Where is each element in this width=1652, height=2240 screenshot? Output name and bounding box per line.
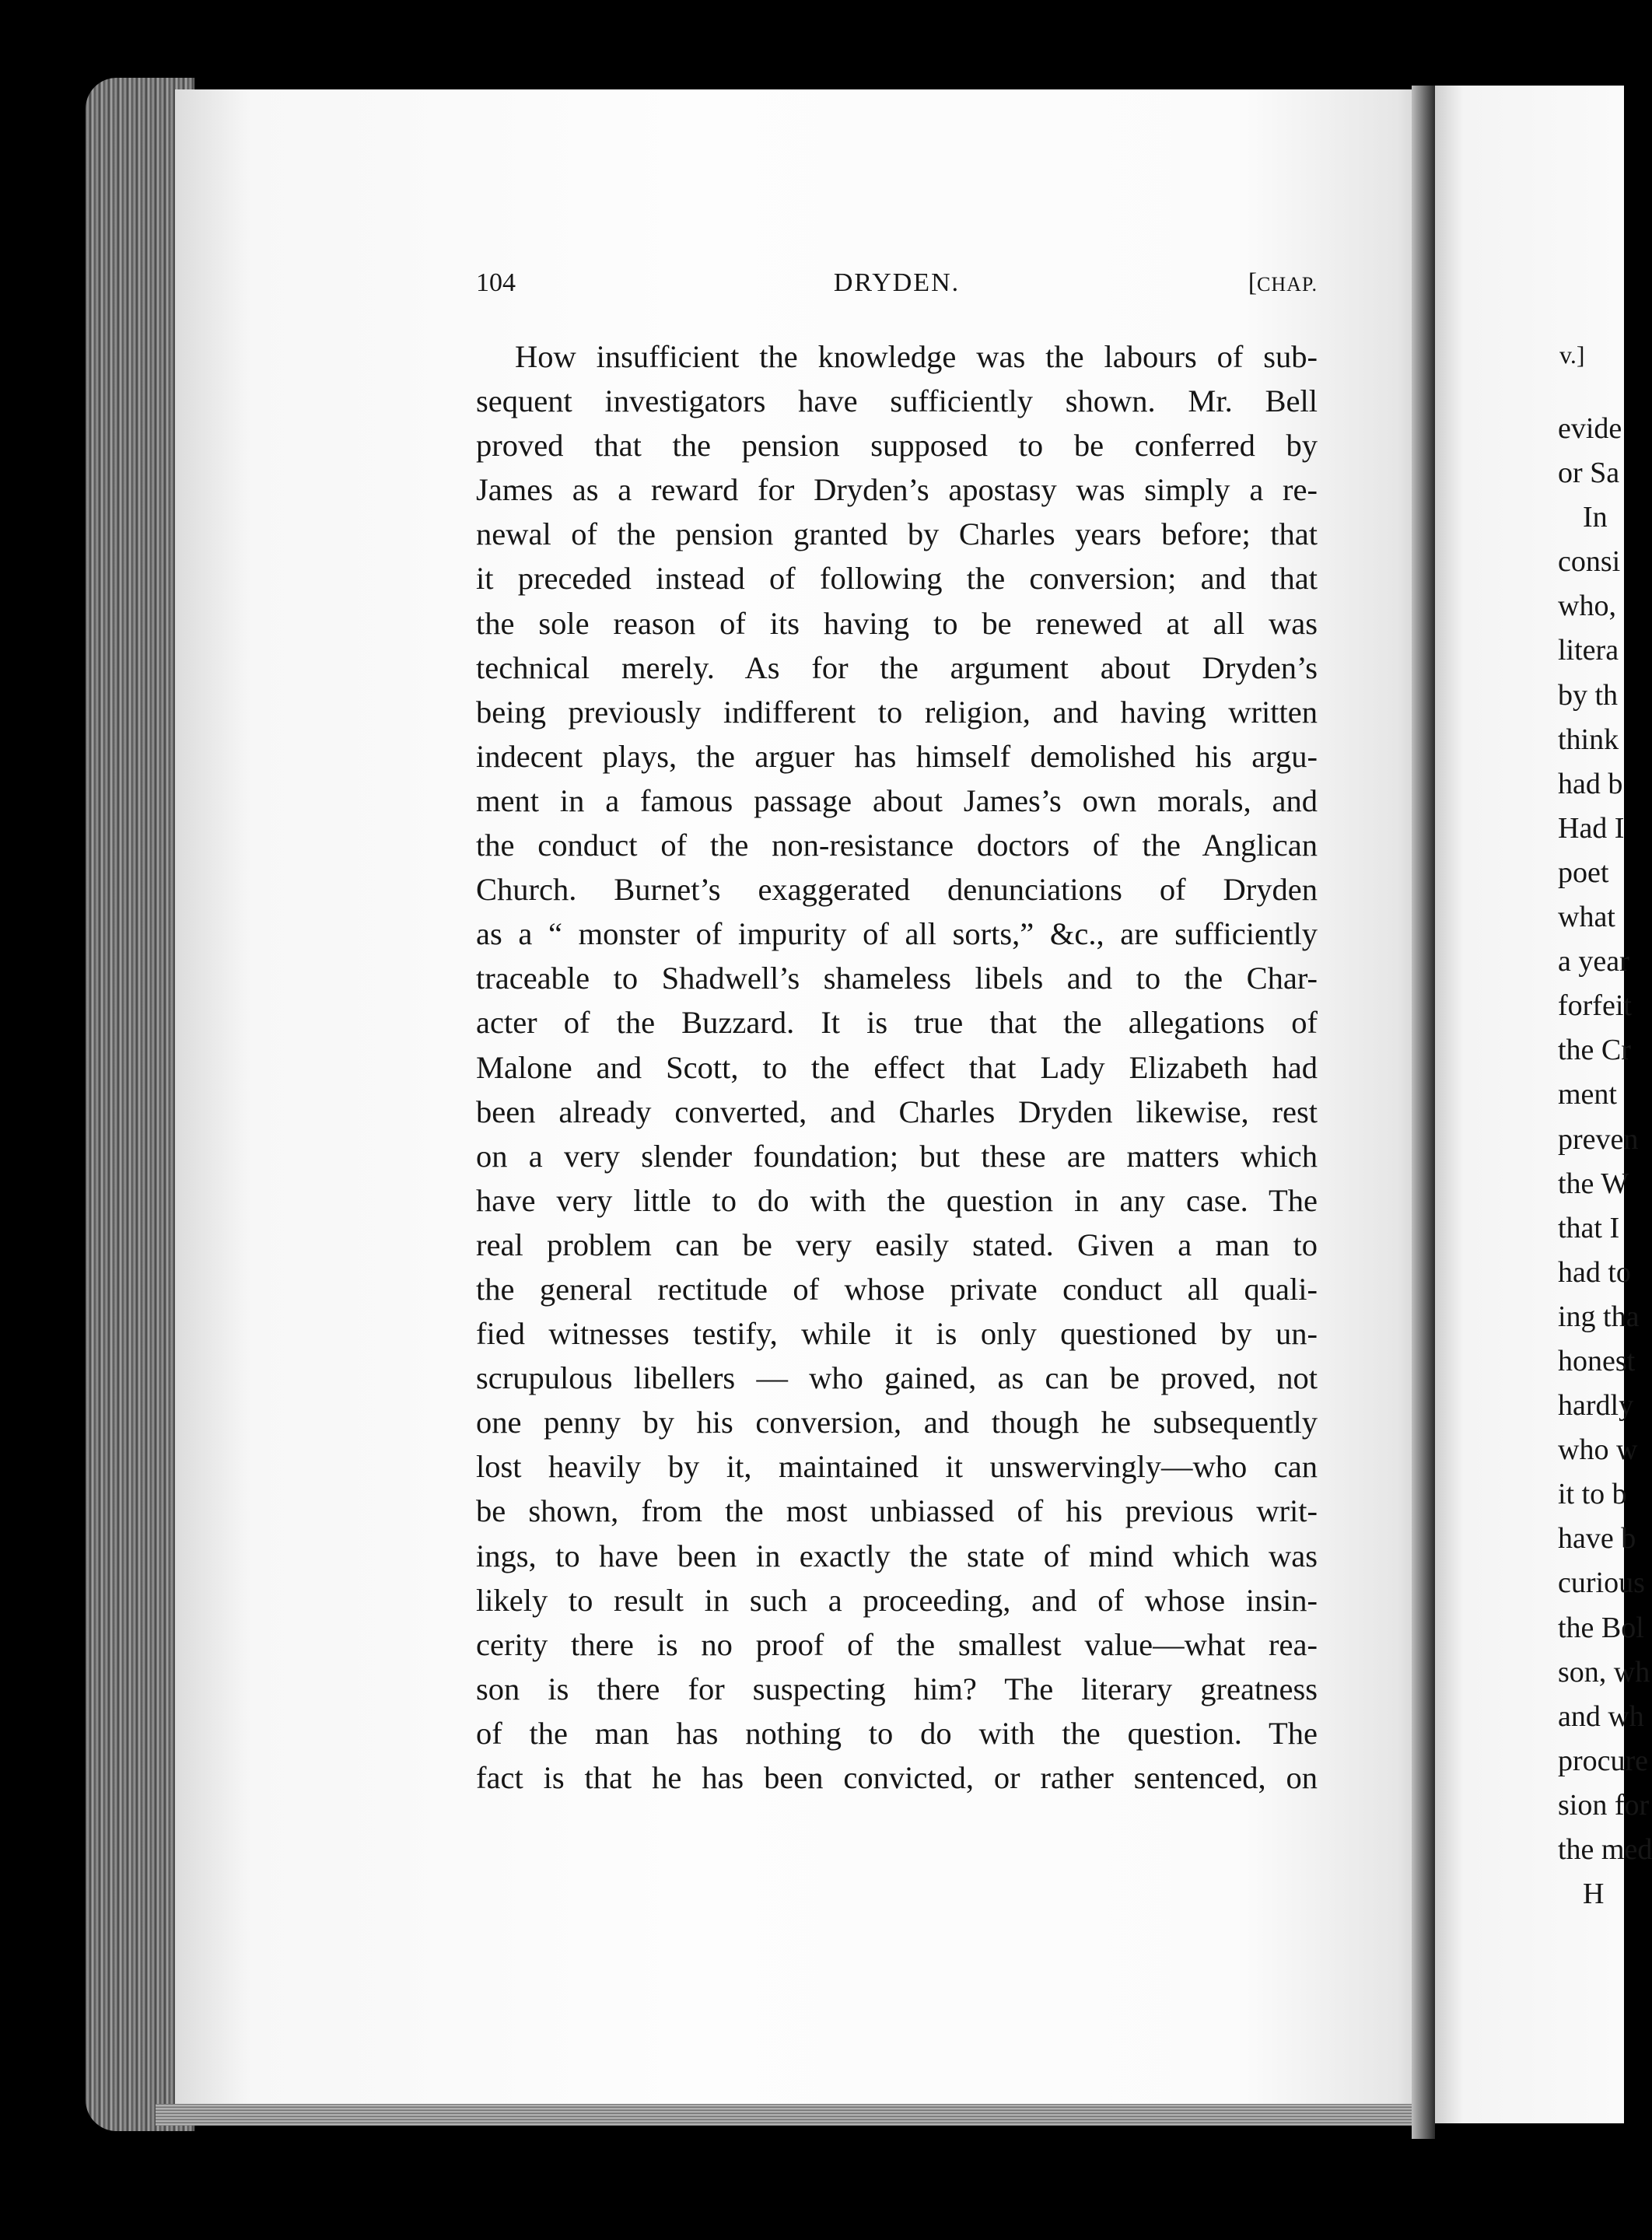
text-line: forfeit <box>1558 989 1632 1023</box>
text-line: who, <box>1558 590 1616 623</box>
text-line: son is there for suspecting him? The literary greatness <box>476 1671 1318 1706</box>
text-line: it preceded instead of following the conversion; and that <box>476 561 1318 597</box>
text-line: cerity there is no proof of the smallest value—what rea- <box>476 1626 1318 1662</box>
text-line: or Sa <box>1558 457 1620 490</box>
text-line: had to <box>1558 1255 1631 1289</box>
text-line: traceable to Shadwell’s shameless libels and to the Char- <box>476 961 1318 996</box>
text-line: the conduct of the non-resistance doctors of the Anglican <box>476 828 1318 863</box>
text-line: How insufficient the knowledge was the labours of sub- <box>515 339 1318 374</box>
text-line: real problem can be very easily stated. Given a man to <box>476 1227 1318 1262</box>
book-gutter <box>1412 86 1435 2139</box>
text-line: who w <box>1558 1433 1638 1467</box>
text-line: by th <box>1558 678 1619 712</box>
text-line: newal of the pension granted by Charles years before; that <box>476 516 1318 552</box>
text-line: scrupulous libellers — who gained, as can be proved, not <box>476 1360 1318 1396</box>
text-line: what <box>1558 901 1615 934</box>
text-line: James as a reward for Dryden’s apostasy was simply a re- <box>476 472 1318 508</box>
text-line: honest <box>1558 1344 1636 1377</box>
text-line: curious <box>1558 1566 1645 1600</box>
text-line: think <box>1558 723 1619 756</box>
text-line: the med <box>1558 1833 1652 1866</box>
text-line: acter of the Buzzard. It is true that the allegations of <box>476 1005 1318 1041</box>
text-line: poet <box>1558 856 1609 889</box>
right-chapter-mark: v.] <box>1559 341 1585 369</box>
text-line: hardly <box>1558 1389 1634 1423</box>
text-line: one penny by his conversion, and though he subsequently <box>476 1405 1318 1440</box>
page-bottom-edge <box>156 2104 1431 2126</box>
text-line: ment in a famous passage about James’s own morals, and <box>476 782 1318 818</box>
text-line: procure <box>1558 1744 1649 1777</box>
text-line: likely to result in such a proceeding, and of whose insin- <box>476 1582 1318 1618</box>
page-number: 104 <box>476 268 516 297</box>
text-line: that I <box>1558 1211 1620 1244</box>
chapter-mark <box>1248 268 1318 298</box>
text-line: ing tha <box>1558 1300 1640 1333</box>
text-line: evide <box>1558 412 1622 445</box>
right-page-text <box>1558 407 1652 1916</box>
text-line: the Cr <box>1558 1034 1631 1067</box>
text-line: the sole reason of its having to be renewed at all was <box>476 605 1318 641</box>
text-line: Had I <box>1558 811 1625 845</box>
text-line: have very little to do with the question in any case. The <box>476 1182 1318 1218</box>
text-line: be shown, from the most unbiassed of his previous writ- <box>476 1493 1318 1529</box>
right-page <box>1435 86 1652 2123</box>
text-line: of the man has nothing to do with the question. The <box>476 1715 1318 1751</box>
text-line: have b <box>1558 1522 1636 1556</box>
text-line: fact is that he has been convicted, or rather sentenced, on <box>476 1760 1318 1795</box>
body-text <box>476 334 1318 1800</box>
chapter-mark-label: CHAP. <box>1257 273 1318 296</box>
text-line: on a very slender foundation; but these are matters which <box>476 1138 1318 1174</box>
text-line: the W <box>1558 1167 1629 1200</box>
text-line: consi <box>1558 545 1621 579</box>
text-line: proved that the pension supposed to be conferred by <box>476 428 1318 464</box>
text-line: fied witnesses testify, while it is only questioned by un- <box>476 1316 1318 1352</box>
text-line: In <box>1583 501 1608 534</box>
text-line: son, wh <box>1558 1655 1650 1689</box>
text-line: had b <box>1558 767 1623 800</box>
text-line: ment <box>1558 1078 1617 1111</box>
text-line: Malone and Scott, to the effect that Lady Elizabeth had <box>476 1049 1318 1085</box>
running-header <box>476 268 1318 307</box>
text-line: Church. Burnet’s exaggerated denunciations of Dryden <box>476 872 1318 908</box>
text-line: preven <box>1558 1122 1639 1156</box>
text-line: and wh <box>1558 1699 1644 1733</box>
text-line: been already converted, and Charles Dryden likewise, rest <box>476 1094 1318 1129</box>
text-line: a year <box>1558 945 1629 978</box>
text-line: sion for <box>1558 1788 1650 1822</box>
chapter-mark-bracket: [ <box>1248 268 1258 297</box>
text-line: being previously indifferent to religion, and having written <box>476 694 1318 730</box>
text-line: lost heavily by it, maintained it unswervingly—who can <box>476 1449 1318 1485</box>
text-line: the Bol <box>1558 1611 1644 1644</box>
text-line: technical merely. As for the argument about Dryden’s <box>476 649 1318 685</box>
text-line: indecent plays, the arguer has himself demolished his argu- <box>476 738 1318 774</box>
text-line: the general rectitude of whose private conduct all quali- <box>476 1271 1318 1307</box>
running-title: DRYDEN. <box>833 268 961 297</box>
text-line: as a “ monster of impurity of all sorts,” &c., are sufficiently <box>476 916 1318 952</box>
text-line: sequent investigators have sufficiently shown. Mr. Bell <box>476 383 1318 419</box>
text-line: litera <box>1558 634 1619 667</box>
text-line: H <box>1583 1878 1605 1911</box>
text-line: it to b <box>1558 1478 1627 1511</box>
text-line: ings, to have been in exactly the state of mind which was <box>476 1538 1318 1573</box>
